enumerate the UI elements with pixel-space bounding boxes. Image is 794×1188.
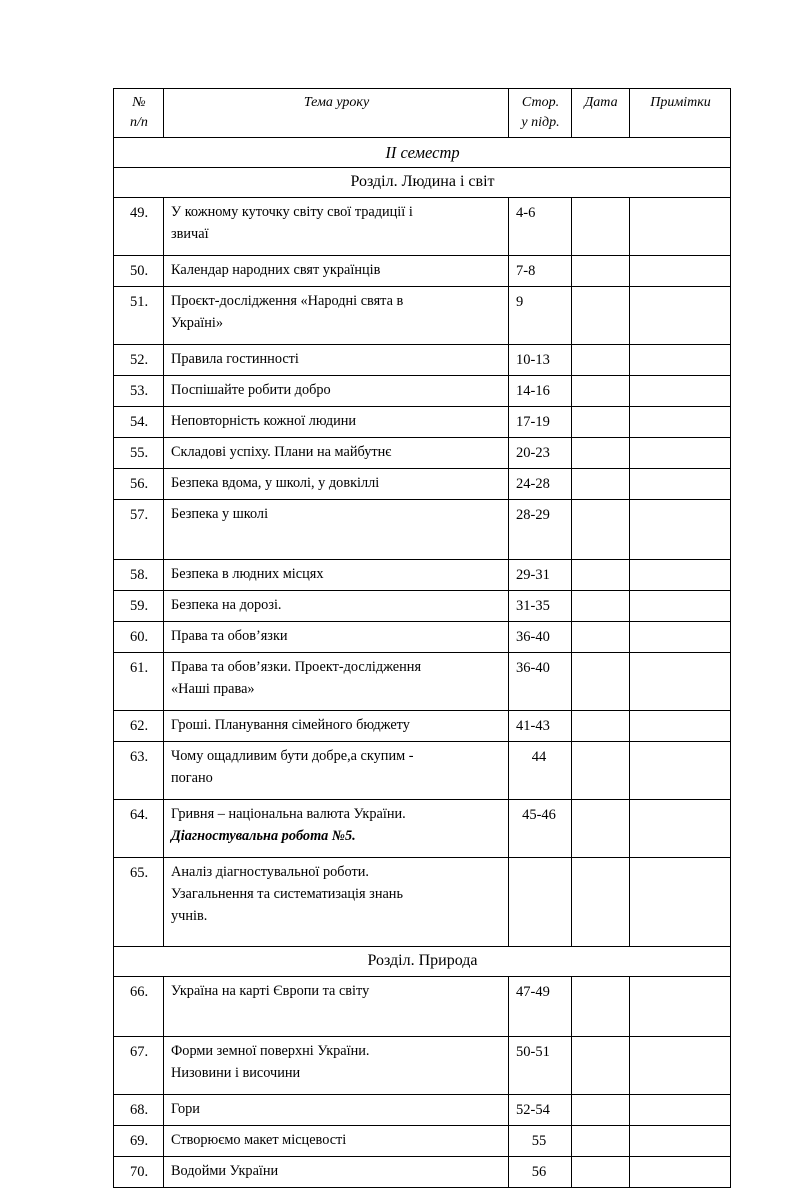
column-header-number <box>114 89 164 138</box>
lesson-notes-cell[interactable] <box>630 858 731 947</box>
lesson-date-cell[interactable] <box>572 407 630 438</box>
lesson-pages: 56 <box>509 1157 572 1188</box>
column-header-notes-line1: Примітки <box>650 95 711 110</box>
section-header-row <box>114 137 731 167</box>
lesson-topic <box>164 1037 509 1095</box>
column-header-date-line1: Дата <box>584 95 618 110</box>
table-row <box>114 653 731 711</box>
lesson-date-cell[interactable] <box>572 469 630 500</box>
lesson-pages: 28-29 <box>509 500 572 560</box>
lesson-date-cell[interactable] <box>572 858 630 947</box>
lesson-topic-line: У кожному куточку світу свої традиції і <box>171 203 413 220</box>
lesson-pages: 10-13 <box>509 345 572 376</box>
lesson-pages: 29-31 <box>509 560 572 591</box>
table-row <box>114 345 731 376</box>
lesson-topic-line: Права та обов’язки. Проект-дослідження <box>171 659 422 676</box>
lesson-topic-line: Аналіз діагностувальної роботи. <box>171 864 369 881</box>
lesson-topic-line: Безпека на дорозі. <box>171 597 282 614</box>
column-header-number-line2: п/п <box>130 114 148 130</box>
lesson-topic <box>164 858 509 947</box>
lesson-number: 64. <box>114 800 164 858</box>
lesson-notes-cell[interactable] <box>630 197 731 255</box>
lesson-topic <box>164 197 509 255</box>
lesson-topic-line: погано <box>171 770 213 787</box>
section-header-row <box>114 168 731 198</box>
table-row <box>114 376 731 407</box>
lesson-notes-cell[interactable] <box>630 653 731 711</box>
section-title: Розділ. Людина і світ <box>114 168 731 198</box>
lesson-notes-cell[interactable] <box>630 287 731 345</box>
lesson-topic <box>164 1157 509 1188</box>
lesson-pages: 52-54 <box>509 1095 572 1126</box>
column-header-date <box>572 89 630 138</box>
table-row <box>114 407 731 438</box>
lesson-pages: 41-43 <box>509 711 572 742</box>
lesson-date-cell[interactable] <box>572 1095 630 1126</box>
lesson-topic-line: Форми земної поверхні України. <box>171 1043 370 1060</box>
lesson-date-cell[interactable] <box>572 438 630 469</box>
lesson-number: 54. <box>114 407 164 438</box>
lesson-number: 49. <box>114 197 164 255</box>
lesson-topic <box>164 560 509 591</box>
table-row <box>114 255 731 286</box>
lesson-topic-line: Права та обов’язки <box>171 628 288 645</box>
lesson-number: 61. <box>114 653 164 711</box>
lesson-pages: 47-49 <box>509 977 572 1037</box>
lesson-pages: 20-23 <box>509 438 572 469</box>
lesson-topic-line: Безпека у школі <box>171 506 269 523</box>
lesson-notes-cell[interactable] <box>630 1095 731 1126</box>
lesson-date-cell[interactable] <box>572 1037 630 1095</box>
lesson-notes-cell[interactable] <box>630 800 731 858</box>
lesson-notes-cell[interactable] <box>630 469 731 500</box>
lesson-number: 68. <box>114 1095 164 1126</box>
lesson-topic <box>164 622 509 653</box>
lesson-topic <box>164 742 509 800</box>
lesson-notes-cell[interactable] <box>630 977 731 1037</box>
lesson-topic-line: Створюємо макет місцевості <box>171 1132 347 1149</box>
lesson-pages: 7-8 <box>509 255 572 286</box>
section-title: II семестр <box>114 137 731 167</box>
lesson-topic-line: Діагностувальна робота №5. <box>171 828 356 845</box>
lesson-pages: 17-19 <box>509 407 572 438</box>
lesson-notes-cell[interactable] <box>630 1126 731 1157</box>
lesson-pages: 4-6 <box>509 197 572 255</box>
lesson-topic <box>164 1095 509 1126</box>
lesson-topic <box>164 800 509 858</box>
lesson-number: 69. <box>114 1126 164 1157</box>
lesson-notes-cell[interactable] <box>630 711 731 742</box>
table-row <box>114 711 731 742</box>
lesson-pages <box>509 858 572 947</box>
lesson-date-cell[interactable] <box>572 800 630 858</box>
lesson-topic-line: Безпека вдома, у школі, у довкіллі <box>171 475 380 492</box>
lesson-number: 55. <box>114 438 164 469</box>
section-title: Розділ. Природа <box>114 947 731 977</box>
lesson-number: 62. <box>114 711 164 742</box>
lesson-date-cell[interactable] <box>572 197 630 255</box>
table-row <box>114 800 731 858</box>
lesson-number: 57. <box>114 500 164 560</box>
lesson-pages: 36-40 <box>509 653 572 711</box>
lesson-number: 67. <box>114 1037 164 1095</box>
lesson-notes-cell[interactable] <box>630 407 731 438</box>
lesson-topic-line: Низовини і височини <box>171 1064 301 1081</box>
lesson-pages: 31-35 <box>509 591 572 622</box>
table-row <box>114 591 731 622</box>
table-row <box>114 977 731 1037</box>
lesson-topic-line: Проєкт-дослідження «Народні свята в <box>171 293 404 310</box>
table-row <box>114 1095 731 1126</box>
lesson-notes-cell[interactable] <box>630 500 731 560</box>
lesson-number: 59. <box>114 591 164 622</box>
table-row <box>114 438 731 469</box>
lesson-topic-line: Гори <box>171 1101 200 1118</box>
lesson-date-cell[interactable] <box>572 977 630 1037</box>
lesson-pages: 55 <box>509 1126 572 1157</box>
lesson-topic-line: Безпека в людних місцях <box>171 566 324 583</box>
lesson-date-cell[interactable] <box>572 255 630 286</box>
lesson-topic-line: Водойми України <box>171 1163 279 1180</box>
lesson-topic <box>164 653 509 711</box>
lesson-notes-cell[interactable] <box>630 376 731 407</box>
table-row <box>114 622 731 653</box>
lesson-number: 52. <box>114 345 164 376</box>
table-header <box>114 89 731 138</box>
lesson-number: 66. <box>114 977 164 1037</box>
lesson-topic-line: Україні» <box>171 314 224 331</box>
lesson-topic <box>164 591 509 622</box>
lesson-topic <box>164 500 509 560</box>
lesson-date-cell[interactable] <box>572 376 630 407</box>
lesson-number: 65. <box>114 858 164 947</box>
lesson-pages: 50-51 <box>509 1037 572 1095</box>
table-row <box>114 469 731 500</box>
lesson-topic <box>164 345 509 376</box>
lesson-date-cell[interactable] <box>572 591 630 622</box>
lesson-notes-cell[interactable] <box>630 438 731 469</box>
column-header-topic <box>164 89 509 138</box>
table-row <box>114 1037 731 1095</box>
lesson-topic-line: Узагальнення та систематизація знань <box>171 886 403 903</box>
lesson-pages: 9 <box>509 287 572 345</box>
lesson-topic-line: Складові успіху. Плани на майбутнє <box>171 444 392 461</box>
lesson-topic <box>164 255 509 286</box>
lesson-topic-line: Чому ощадливим бути добре,а скупим - <box>171 748 414 765</box>
lesson-notes-cell[interactable] <box>630 742 731 800</box>
lesson-notes-cell[interactable] <box>630 255 731 286</box>
lesson-pages: 45-46 <box>509 800 572 858</box>
lesson-date-cell[interactable] <box>572 560 630 591</box>
lesson-number: 58. <box>114 560 164 591</box>
column-header-topic-line1: Тема уроку <box>303 95 370 110</box>
lesson-topic-line: Календар народних свят українців <box>171 261 381 278</box>
lesson-topic <box>164 287 509 345</box>
lesson-topic <box>164 376 509 407</box>
column-header-notes <box>630 89 731 138</box>
column-header-pages-line2: у підр. <box>521 114 560 130</box>
lesson-topic-line: звичаї <box>171 225 209 242</box>
column-header-pages-line1: Стор. <box>521 95 560 110</box>
lesson-topic-line: Україна на карті Європи та світу <box>171 983 370 1000</box>
lesson-pages: 14-16 <box>509 376 572 407</box>
lesson-topic <box>164 1126 509 1157</box>
lesson-date-cell[interactable] <box>572 287 630 345</box>
lesson-topic-line: Гривня – національна валюта України. <box>171 806 406 823</box>
section-header-row <box>114 947 731 977</box>
lesson-pages: 44 <box>509 742 572 800</box>
column-header-number-line1: № <box>132 95 146 110</box>
lesson-number: 51. <box>114 287 164 345</box>
lesson-notes-cell[interactable] <box>630 591 731 622</box>
lesson-number: 70. <box>114 1157 164 1188</box>
lesson-number: 56. <box>114 469 164 500</box>
lesson-date-cell[interactable] <box>572 1157 630 1188</box>
table-row <box>114 858 731 947</box>
lesson-number: 53. <box>114 376 164 407</box>
header-row <box>114 89 731 138</box>
lesson-topic-line: учнів. <box>171 907 208 924</box>
lesson-topic <box>164 977 509 1037</box>
lesson-number: 50. <box>114 255 164 286</box>
table-row <box>114 742 731 800</box>
table-row <box>114 560 731 591</box>
lesson-topic-line: Правила гостинності <box>171 351 299 368</box>
lesson-notes-cell[interactable] <box>630 345 731 376</box>
lesson-notes-cell[interactable] <box>630 1037 731 1095</box>
lesson-date-cell[interactable] <box>572 345 630 376</box>
table-row <box>114 1157 731 1188</box>
lesson-date-cell[interactable] <box>572 622 630 653</box>
lesson-date-cell[interactable] <box>572 500 630 560</box>
lesson-pages: 36-40 <box>509 622 572 653</box>
lesson-number: 60. <box>114 622 164 653</box>
lesson-topic <box>164 469 509 500</box>
lesson-topic <box>164 438 509 469</box>
lesson-date-cell[interactable] <box>572 653 630 711</box>
lesson-notes-cell[interactable] <box>630 622 731 653</box>
lesson-topic-line: Поспішайте робити добро <box>171 382 331 399</box>
lesson-topic <box>164 407 509 438</box>
lesson-date-cell[interactable] <box>572 711 630 742</box>
table-row <box>114 1126 731 1157</box>
table-body <box>114 137 731 1187</box>
lesson-date-cell[interactable] <box>572 742 630 800</box>
table-row <box>114 287 731 345</box>
lesson-topic-line: Неповторність кожної людини <box>171 413 357 430</box>
lesson-notes-cell[interactable] <box>630 560 731 591</box>
table-row <box>114 500 731 560</box>
lesson-pages: 24-28 <box>509 469 572 500</box>
lesson-topic-line: «Наші права» <box>171 680 255 697</box>
lesson-plan-table <box>113 88 731 1188</box>
lesson-topic-line: Гроші. Планування сімейного бюджету <box>171 717 410 734</box>
lesson-notes-cell[interactable] <box>630 1157 731 1188</box>
lesson-topic <box>164 711 509 742</box>
column-header-pages <box>509 89 572 138</box>
table-row <box>114 197 731 255</box>
lesson-number: 63. <box>114 742 164 800</box>
lesson-date-cell[interactable] <box>572 1126 630 1157</box>
